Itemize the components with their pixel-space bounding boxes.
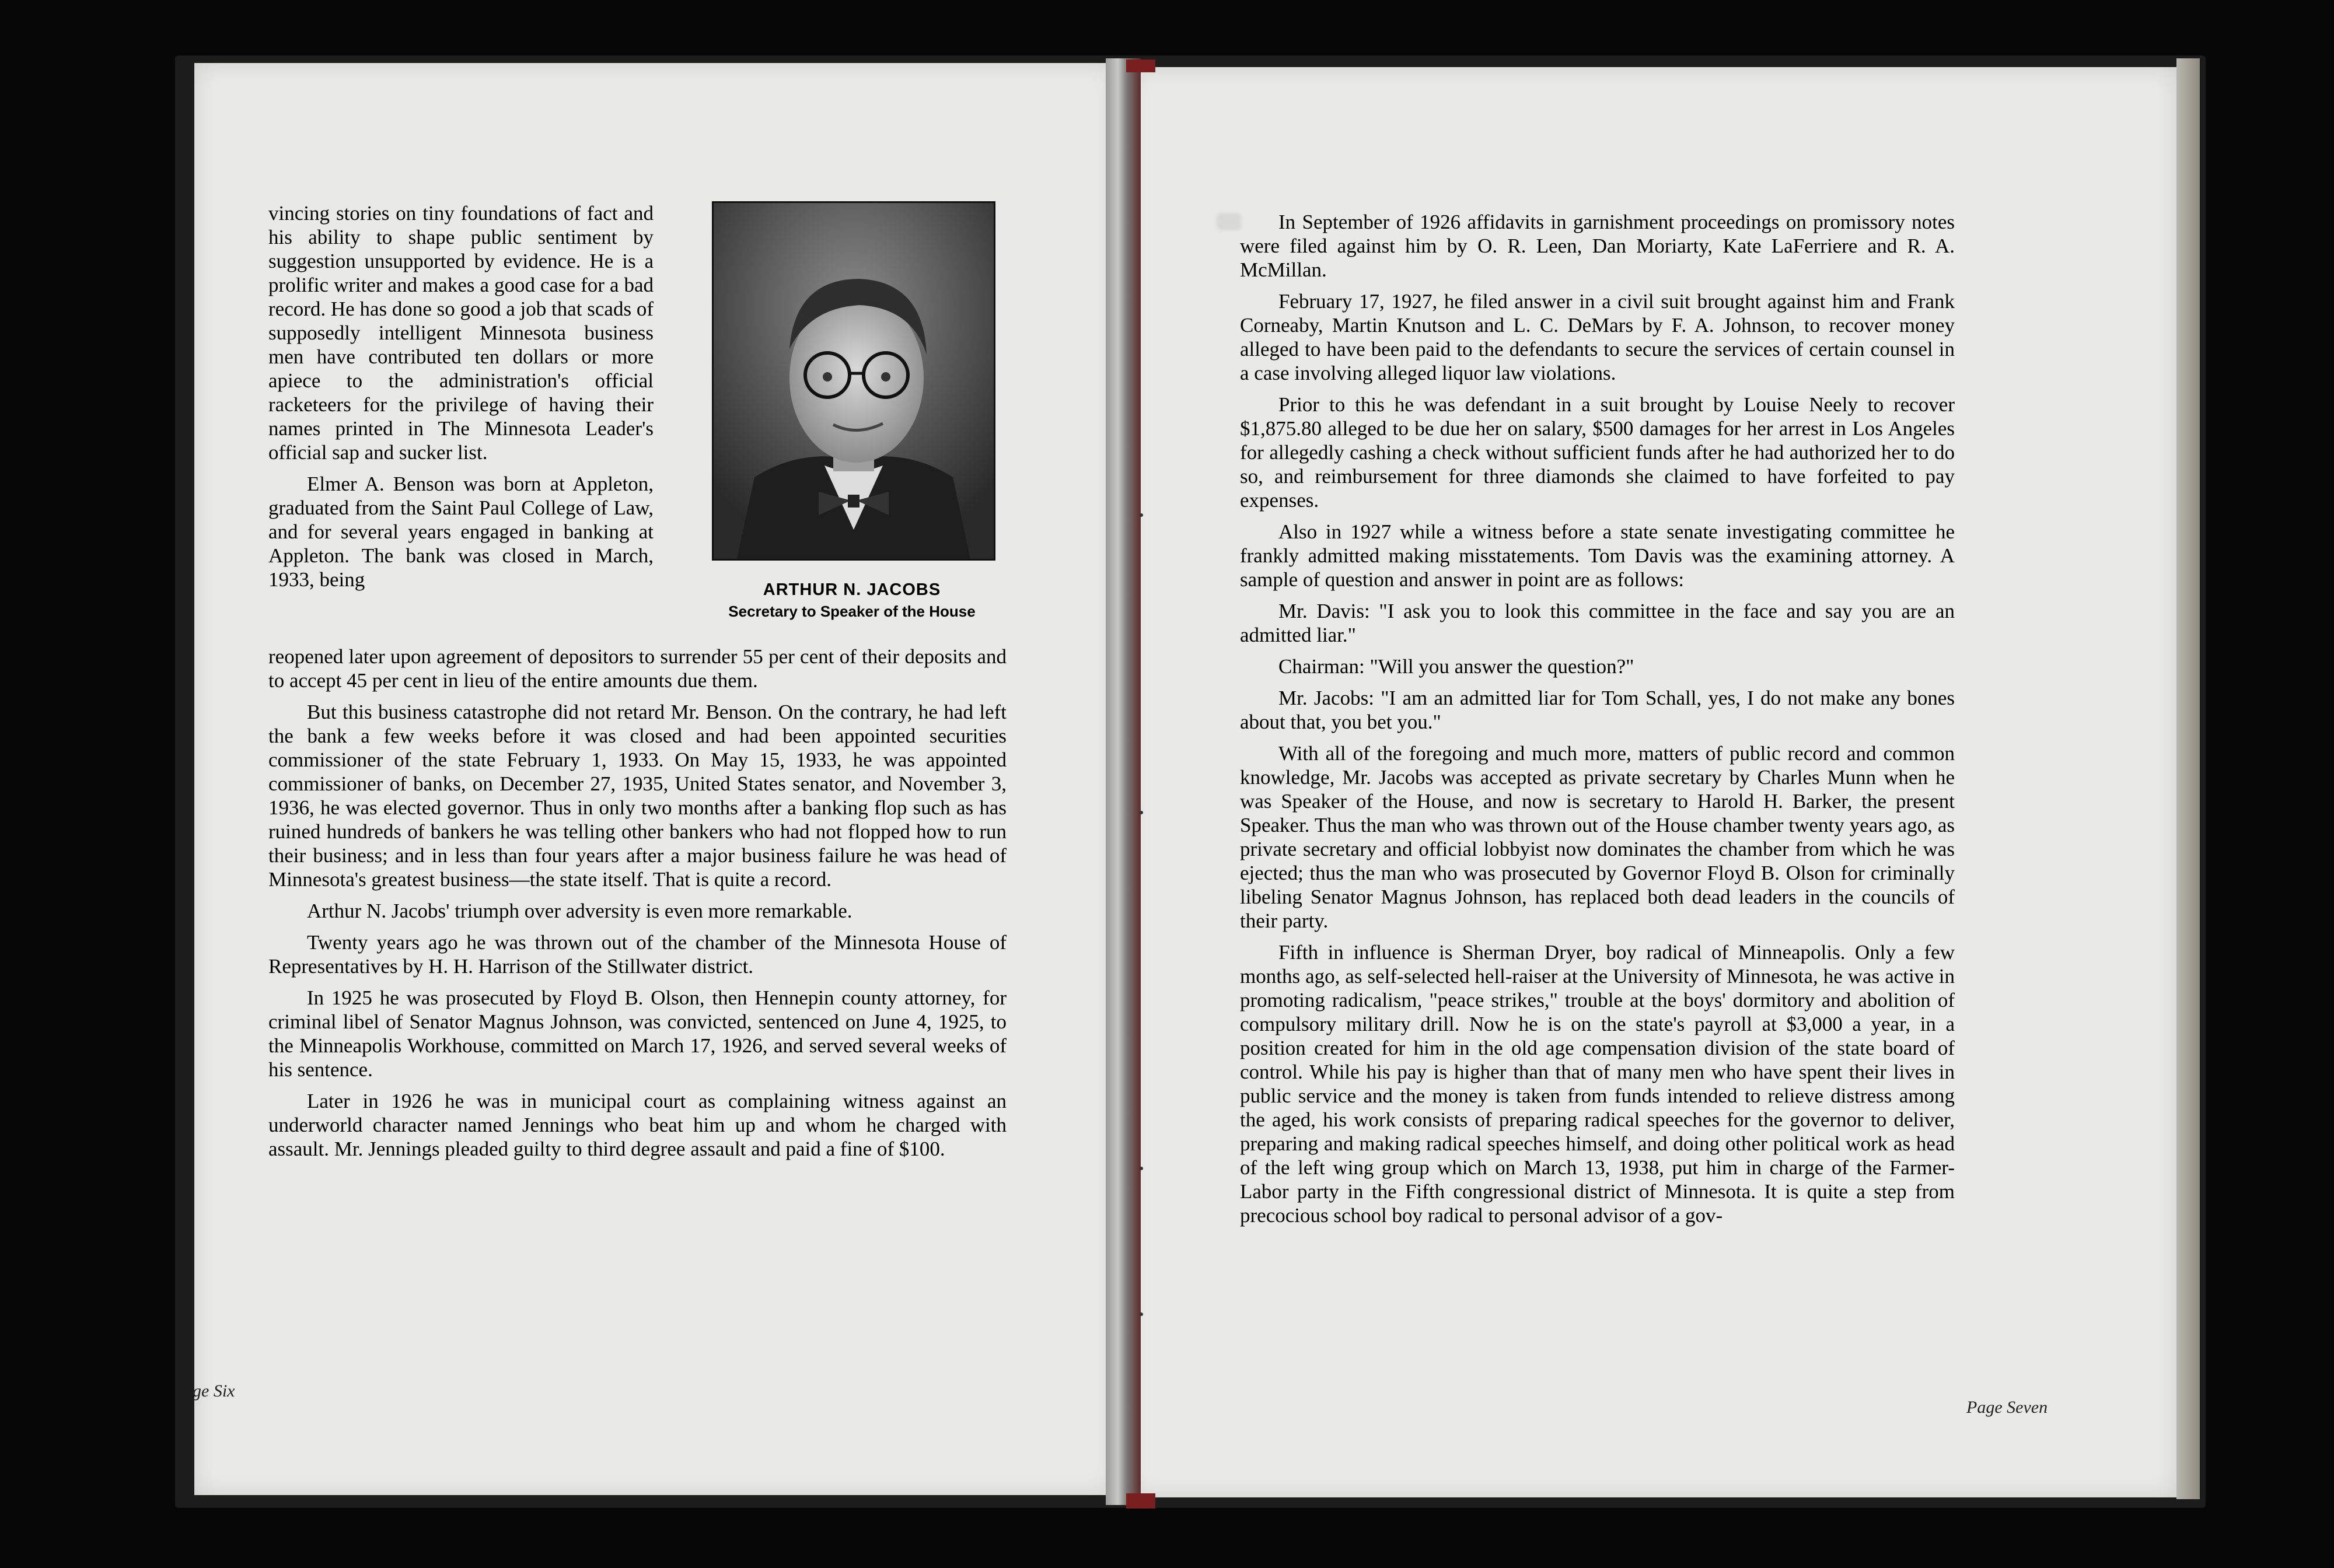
binding-stitch bbox=[1140, 1312, 1143, 1316]
paragraph: Chairman: "Will you answer the question?" bbox=[1278, 655, 1634, 678]
page-number-right: Page Seven bbox=[1966, 1398, 2048, 1417]
spine-cloth-bottom bbox=[1126, 1493, 1155, 1508]
left-top-column bbox=[268, 201, 654, 599]
paragraph: Arthur N. Jacobs' triumph over adversity is even more remarkable. bbox=[307, 900, 852, 922]
redaction-blur bbox=[1217, 213, 1241, 230]
binding-stitch bbox=[1140, 513, 1143, 517]
left-body-text bbox=[268, 645, 1007, 1168]
portrait-image bbox=[714, 203, 994, 559]
paragraph: Mr. Jacobs: "I am an admitted liar for Tom Schall, yes, I do not make any bones about that, you bet you." bbox=[1240, 687, 1955, 733]
paragraph: Mr. Davis: "I ask you to look this committee in the face and say you are an admitted liar." bbox=[1240, 600, 1955, 646]
paragraph: February 17, 1927, he filed answer in a civil suit brought against him and Frank Corneaby, Martin Knutson and L. C. DeMars by F. A. Johnson, to recover money alleged to have been paid to the defendants to secure the services of certain counsel in a case involving alleged liquor law violations. bbox=[1240, 290, 1955, 384]
paragraph: Also in 1927 while a witness before a state senate investigating committee he frankly admitted making misstatements. Tom Davis was the examining attorney. A sample of question and answer in point are as follows: bbox=[1240, 520, 1955, 591]
paragraph: In September of 1926 affidavits in garnishment proceedings on promissory notes were filed against him by O. R. Leen, Dan Moriarty, Kate LaFerriere and R. A. McMillan. bbox=[1240, 211, 1955, 281]
paragraph: reopened later upon agreement of depositors to surrender 55 per cent of their deposits and to accept 45 per cent in lieu of the entire amounts due them. bbox=[268, 645, 1007, 692]
page-number-left: ge Six bbox=[193, 1381, 235, 1401]
right-body-text bbox=[1240, 210, 1955, 1235]
paragraph: Later in 1926 he was in municipal court as complaining witness against an underworld character named Jennings who beat him up and whom he charged with assault. Mr. Jennings pleaded guilty to third degree assault and paid a fine of $100. bbox=[268, 1090, 1007, 1160]
paragraph: Prior to this he was defendant in a suit brought by Louise Neely to recover $1,875.80 alleged to be due her on salary, $500 damages for her arrest in Los Angeles for allegedly cashing a check without sufficient funds after he had authorized her to do so, and reimbursement for three diamonds she claimed to have forfeited to pay expenses. bbox=[1240, 393, 1955, 512]
binding-stitch bbox=[1140, 1167, 1143, 1170]
portrait-photo bbox=[712, 201, 995, 561]
page-edges bbox=[2176, 58, 2200, 1499]
paragraph: vincing stories on tiny foundations of fact and his ability to shape public sentiment by suggestion unsupported by evidence. He is a prolific writer and makes a good case for a bad record. He has done so good a job that scads of supposedly intelligent Minnesota business men have contributed ten dollars or more apiece to the administration's official racketeers for the privilege of having their names printed in The Minnesota Leader's official sap and sucker list. bbox=[268, 202, 654, 464]
spine-cloth-top bbox=[1126, 60, 1155, 72]
binding-stitch bbox=[1140, 811, 1143, 814]
photo-caption-name: ARTHUR N. JACOBS bbox=[763, 580, 941, 599]
paragraph: But this business catastrophe did not retard Mr. Benson. On the contrary, he had left the bank a few weeks before it was closed and had been appointed securities commissioner of the state February 1, 1933. On May 15, 1933, he was appointed commissioner of banks, on December 27, 1935, United States senator, and November 3, 1936, he was elected governor. Thus in only two months after a banking flop such as has ruined hundreds of bankers he was telling other bankers who had not flopped how to run their business; and in less than four years after a major business failure he was head of Minnesota's greatest business—the state itself. That is quite a record. bbox=[268, 701, 1007, 891]
paragraph: Elmer A. Benson was born at Appleton, graduated from the Saint Paul College of Law, and for several years engaged in banking at Appleton. The bank was closed in March, 1933, being bbox=[268, 473, 654, 591]
photo-caption-title: Secretary to Speaker of the House bbox=[728, 603, 976, 620]
paragraph: Fifth in influence is Sherman Dryer, boy radical of Minneapolis. Only a few months ago, as self-selected hell-raiser at the University of Minnesota, he was active in promoting radicalism, "peace strikes," trouble at the boys' dormitory and abolition of compulsory military drill. Now he is on the state's payroll at $3,000 a year, in a position created for him in the old age compensation division of the state board of control. While his pay is higher than that of many men who have spent their lives in public service and the money is taken from funds intended to relieve distress among the aged, his work consists of preparing radical speeches for the governor to deliver, preparing and making radical speeches himself, and doing other political work as head of the left wing group which on March 13, 1938, put him in charge of the Farmer-Labor party in the Fifth congressional district of Minnesota. It is quite a step from precocious school boy radical to personal advisor of a gov- bbox=[1240, 941, 1955, 1227]
paragraph: Twenty years ago he was thrown out of the chamber of the Minnesota House of Representatives by H. H. Harrison of the Stillwater district. bbox=[268, 931, 1007, 978]
book-spine bbox=[1106, 58, 1141, 1505]
paragraph: With all of the foregoing and much more, matters of public record and common knowledge, Mr. Jacobs was accepted as private secretary by Charles Munn when he was Speaker of the House, and now is secretary to Harold H. Barker, the present Speaker. Thus the man who was thrown out of the House chamber twenty years ago, as private secretary and official lobbyist now dominates the chamber from which he was ejected; thus the man who was prosecuted by Governor Floyd B. Olson for criminally libeling Senator Magnus Johnson, has replaced both dead leaders in the councils of their party. bbox=[1240, 742, 1955, 932]
paragraph: In 1925 he was prosecuted by Floyd B. Olson, then Hennepin county attorney, for criminal libel of Senator Magnus Johnson, was convicted, sentenced on June 4, 1925, to the Minneapolis Workhouse, committed on March 17, 1926, and served several weeks of his sentence. bbox=[268, 986, 1007, 1081]
